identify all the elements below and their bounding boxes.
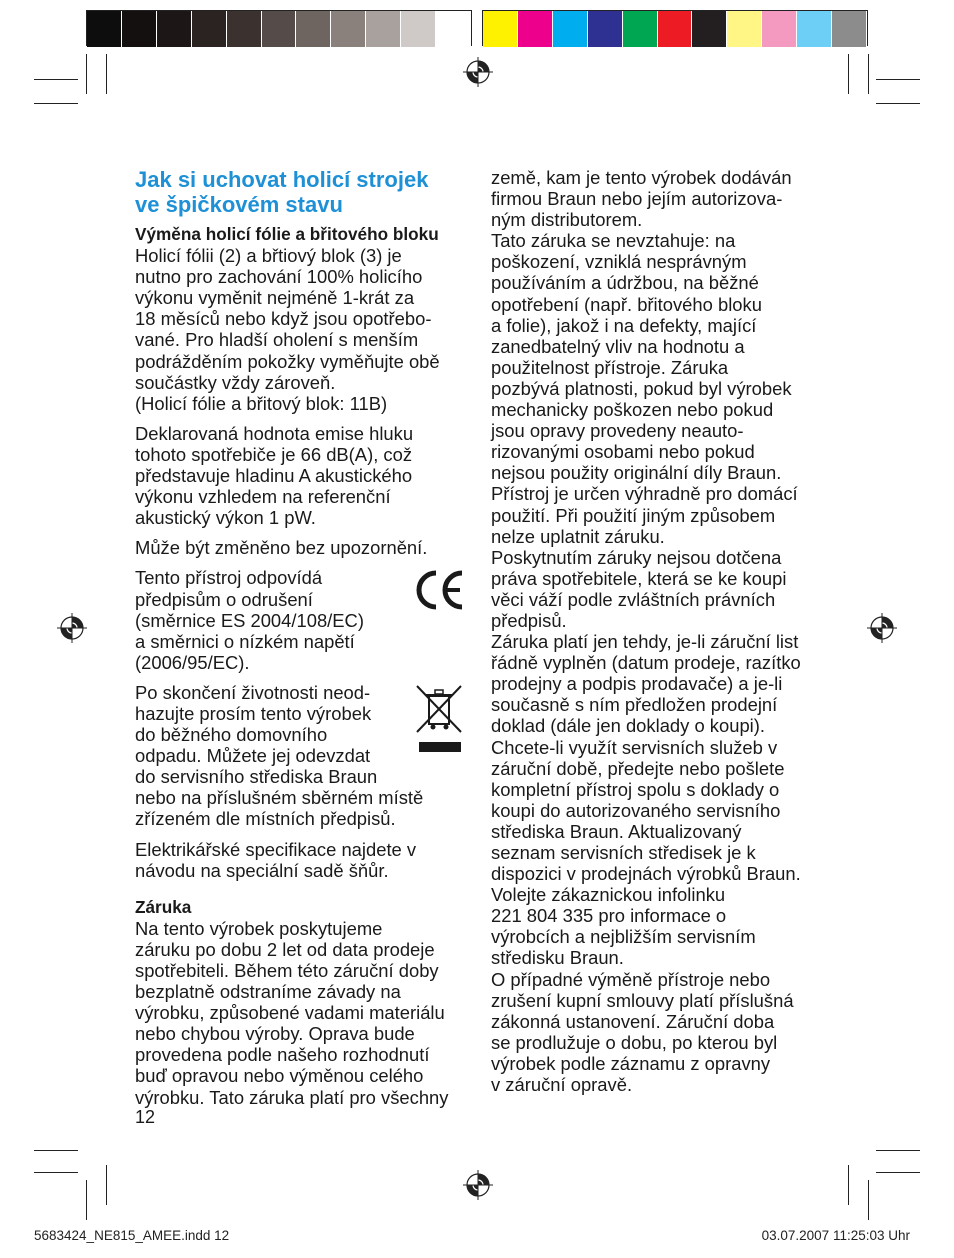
text-line: se prodlužuje o dobu, po kterou byl [491,1031,778,1053]
text-line: dispozici v prodejnách výrobků Braun. [491,863,801,885]
crop-mark [868,1180,869,1220]
crop-mark [106,1165,107,1205]
text-line: odpadu. Můžete jej odevzdat [135,745,371,767]
text-line: Na tento výrobek poskytujeme [135,917,383,939]
color-swatch [658,11,693,47]
left-column [135,224,470,1108]
text-line: O případné výměně přístroje nebo [491,968,771,990]
text-line: a směrnici o nízkém napětí [135,630,355,652]
color-swatch [366,11,401,47]
paragraph [135,839,470,881]
text-line: (2006/95/EC). [135,651,250,673]
text-line: poškození, vzniklá nesprávným [491,251,747,273]
right-column [491,167,831,1095]
color-swatch [692,11,727,47]
text-line: mechanicky poškozen nebo pokud [491,399,774,421]
crop-mark [868,54,869,94]
text-line: střediska Braun. Aktualizovaný [491,820,742,842]
registration-mark-icon [57,613,87,643]
text-line: věci váží podle zvláštních právních [491,588,776,610]
color-swatch [192,11,227,47]
color-swatch [518,11,553,47]
crop-mark [86,54,87,94]
text-line: součástky vždy zároveň. [135,371,336,393]
text-line: a folie), jakož i na defekty, mající [491,314,757,336]
text-line: jsou opravy provedeny neauto- [491,420,744,442]
text-line: nejsou použity originální díly Braun. [491,462,782,484]
color-swatch [727,11,762,47]
color-swatch [762,11,797,47]
text-line: nebo chybou výroby. Oprava bude [135,1023,415,1045]
text-line: výkonu vzhledem na referenční [135,486,391,508]
paragraph [135,423,470,528]
text-line: opotřebení (např. břitového bloku [491,293,762,315]
text-line: středisku Braun. [491,947,624,969]
text-line: zanedbatelný vliv na hodnotu a [491,335,745,357]
text-line: nelze uplatnit záruku. [491,525,665,547]
color-swatch [553,11,588,47]
text-line: Přístroj je určen výhradně pro domácí [491,483,798,505]
text-line: používáním a údržbou, na běžné [491,272,759,294]
crop-mark [848,54,849,94]
subheading: Výměna holicí fólie a břitového bloku [135,224,439,244]
crop-mark [876,1172,920,1173]
text-line: rizovanými osobami nebo pokud [491,441,755,463]
page-number: 12 [135,1107,156,1127]
crop-mark [106,54,107,94]
text-line: Tato záruka se nevztahuje: na [491,230,736,252]
text-line: buď opravou nebo výměnou celého [135,1065,424,1087]
warranty-heading: Záruka [135,896,192,917]
text-line: Holicí fólii (2) a břtiový blok (3) je [135,245,402,267]
text-line: Chcete-li využít servisních služeb v [491,736,778,758]
text-line: Po skončení životnosti neod- [135,681,371,703]
text-line: Záruka platí jen tehdy, je-li záruční list [491,631,799,653]
text-line: Elektrikářské specifikace najdete v [135,838,417,860]
text-line: akustický výkon 1 pW. [135,507,316,529]
crop-mark [876,103,920,104]
text-line: výkonu vyměnit nejméně 1-krát za [135,287,415,309]
text-line: Poskytnutím záruky nejsou dotčena [491,546,782,568]
text-line: spotřebiteli. Během této záruční doby [135,960,439,981]
text-line: (Holicí fólie a břitový blok: 11B) [135,392,388,414]
paragraph [135,918,470,1108]
crop-mark [34,79,78,80]
text-line: použití. Při použití jiným způsobem [491,504,776,526]
color-swatch [483,11,518,47]
crop-mark [86,1180,87,1220]
weee-block [135,682,470,830]
text-line: kompletní přístroj spolu s doklady o [491,778,780,800]
text-line: hazujte prosím tento výrobek [135,702,372,724]
text-line: zřízeném dle místních předpisů. [135,808,396,830]
text-line: vané. Pro hladší oholení s menším [135,329,419,351]
text-line: výrobku, způsobené vadami materiálu [135,1002,445,1024]
text-line: Deklarovaná hodnota emise hluku [135,422,414,444]
text-line: řádně vyplněn (datum prodeje, razítko [491,652,801,674]
text-line: 18 měsíců nebo když jsou opotřebo- [135,308,432,330]
color-swatch [262,11,297,47]
paragraph [135,567,364,672]
text-line: výrobek podle záznamu z opravny [491,1052,771,1074]
color-swatch [401,11,436,47]
color-swatch [797,11,832,47]
crop-mark [34,103,78,104]
color-swatch [87,11,122,47]
section-heading [135,167,475,217]
registration-mark-icon [867,613,897,643]
color-swatch [623,11,658,47]
text-line: současně s ním předložen prodejní [491,694,778,716]
text-line: podrážděním pokožky vyměňujte obě [135,350,440,372]
heading-line: ve špičkovém stavu [135,192,343,217]
text-line: prodejny a podpis prodavače) a je-li [491,673,783,695]
text-line: do běžného domovního [135,724,328,746]
color-swatch [122,11,157,47]
file-slug: 5683424_NE815_AMEE.indd 12 [34,1228,230,1243]
heading-line: Jak si uchovat holicí strojek [135,167,429,192]
text-line: koupi do autorizovaného servisního [491,799,781,821]
process-color-bar [482,10,868,46]
text-line: představuje hladinu A akustického [135,465,413,487]
text-line: provedena podle našeho rozhodnutí [135,1044,430,1066]
registration-mark-icon [463,57,493,87]
print-date: 03.07.2007 11:25:03 Uhr [761,1228,910,1243]
ce-mark-icon [412,567,466,613]
crop-mark [34,1150,78,1151]
text-line: předpisů. [491,609,567,631]
text-line: firmou Braun nebo jejím autorizova- [491,188,783,210]
text-line: (směrnice ES 2004/108/EC) [135,609,364,631]
crop-mark [34,1172,78,1173]
crop-mark [876,79,920,80]
crossed-bin-icon [415,684,465,756]
text-line: nutno pro zachování 100% holicího [135,266,423,288]
color-swatch [436,11,471,47]
text-line: v záruční opravě. [491,1074,633,1096]
text-line: seznam servisních středisek je k [491,842,756,863]
text-line: záruku po dobu 2 let od data prodeje [135,938,435,960]
crop-mark [848,1165,849,1205]
text-line: zákonná ustanovení. Záruční doba [491,1010,775,1032]
text-line: návodu na speciální sadě šňůr. [135,859,389,881]
text-line: země, kam je tento výrobek dodáván [491,167,792,188]
text-line: Volejte zákaznickou infolinku [491,884,726,906]
text-line: zrušení kupní smlouvy platí příslušná [491,989,794,1011]
paragraph [135,682,423,830]
text-line: 221 804 335 pro informace o [491,905,727,927]
text-line: záruční době, předejte nebo pošlete [491,757,785,779]
registration-mark-icon [463,1170,493,1200]
color-swatch [832,11,867,47]
grayscale-color-bar [86,10,472,46]
text-line: práva spotřebitele, která se ke koupi [491,567,787,589]
text-line: doklad (dále jen doklady o koupi). [491,715,765,737]
color-swatch [331,11,366,47]
text-line: nebo na příslušném sběrném místě [135,787,424,809]
paragraph: Může být změněno bez upozornění. [135,537,428,559]
text-line: do servisního střediska Braun [135,766,378,788]
text-line: výrobcích a nejbližším servisním [491,926,756,948]
ce-block [135,567,470,672]
text-line: bezplatně odstraníme závady na [135,981,401,1003]
text-line: Tento přístroj odpovídá [135,567,323,589]
text-line: předpisům o odrušení [135,588,313,610]
crop-mark [876,1150,920,1151]
text-line: použitelnost přístroje. Záruka [491,356,729,378]
color-swatch [157,11,192,47]
paragraph [135,245,470,414]
text-line: ným distributorem. [491,209,643,231]
color-swatch [588,11,623,47]
color-swatch [227,11,262,47]
text-line: výrobku. Tato záruka platí pro všechny [135,1086,449,1108]
text-line: pozbývá platnosti, pokud byl výrobek [491,377,792,399]
text-line: tohoto spotřebiče je 66 dB(A), což [135,443,413,465]
color-swatch [296,11,331,47]
